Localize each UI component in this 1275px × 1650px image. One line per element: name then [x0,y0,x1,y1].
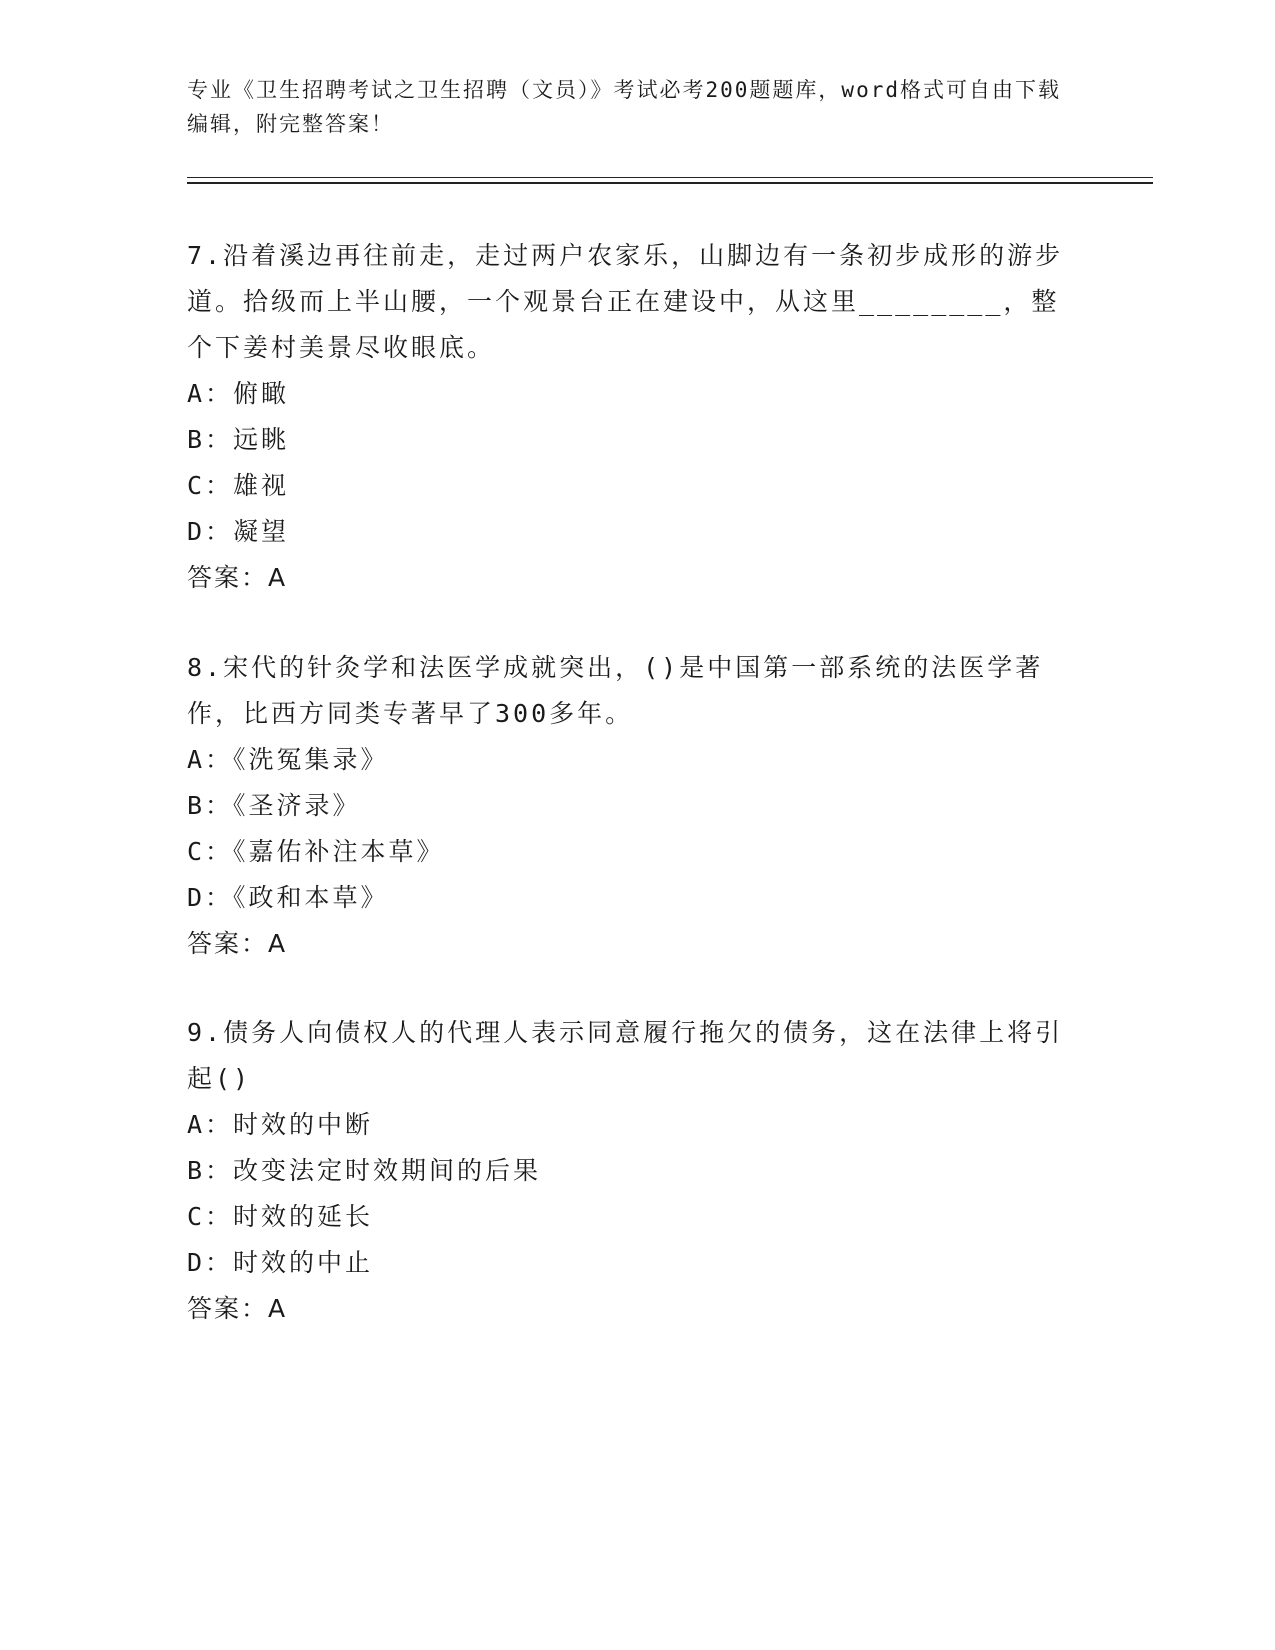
question-9 [187,1010,1067,1332]
header-divider-thick [187,182,1153,184]
option-c: C：《嘉佑补注本草》 [187,837,445,866]
option-b: B：《圣济录》 [187,791,361,820]
option-b: B：远眺 [187,425,290,454]
option-a: A：时效的中断 [187,1110,374,1139]
answer: 答案：A [187,929,288,958]
header-divider-thin [187,177,1153,178]
question-7 [187,233,1067,601]
option-d: D：《政和本草》 [187,883,389,912]
option-c: C：雄视 [187,471,290,500]
option-d: D：凝望 [187,517,290,546]
answer: 答案：A [187,563,288,592]
option-c: C：时效的延长 [187,1202,374,1231]
document-header: 专业《卫生招聘考试之卫生招聘（文员）》考试必考200题题库，word格式可自由下载编辑，附完整答案！ [187,78,1061,136]
question-stem: 9.债务人向债权人的代理人表示同意履行拖欠的债务，这在法律上将引起() [187,1018,1064,1093]
option-b: B：改变法定时效期间的后果 [187,1156,542,1185]
option-d: D：时效的中止 [187,1248,374,1277]
question-stem: 7.沿着溪边再往前走，走过两户农家乐，山脚边有一条初步成形的游步道。拾级而上半山腰，一个观景台正在建设中，从这里________，整个下姜村美景尽收眼底。 [187,241,1064,362]
question-8 [187,645,1067,967]
question-stem: 8.宋代的针灸学和法医学成就突出，()是中国第一部系统的法医学著作，比西方同类专著早了300多年。 [187,653,1044,728]
option-a: A：俯瞰 [187,379,290,408]
answer: 答案：A [187,1294,288,1323]
option-a: A：《洗冤集录》 [187,745,389,774]
